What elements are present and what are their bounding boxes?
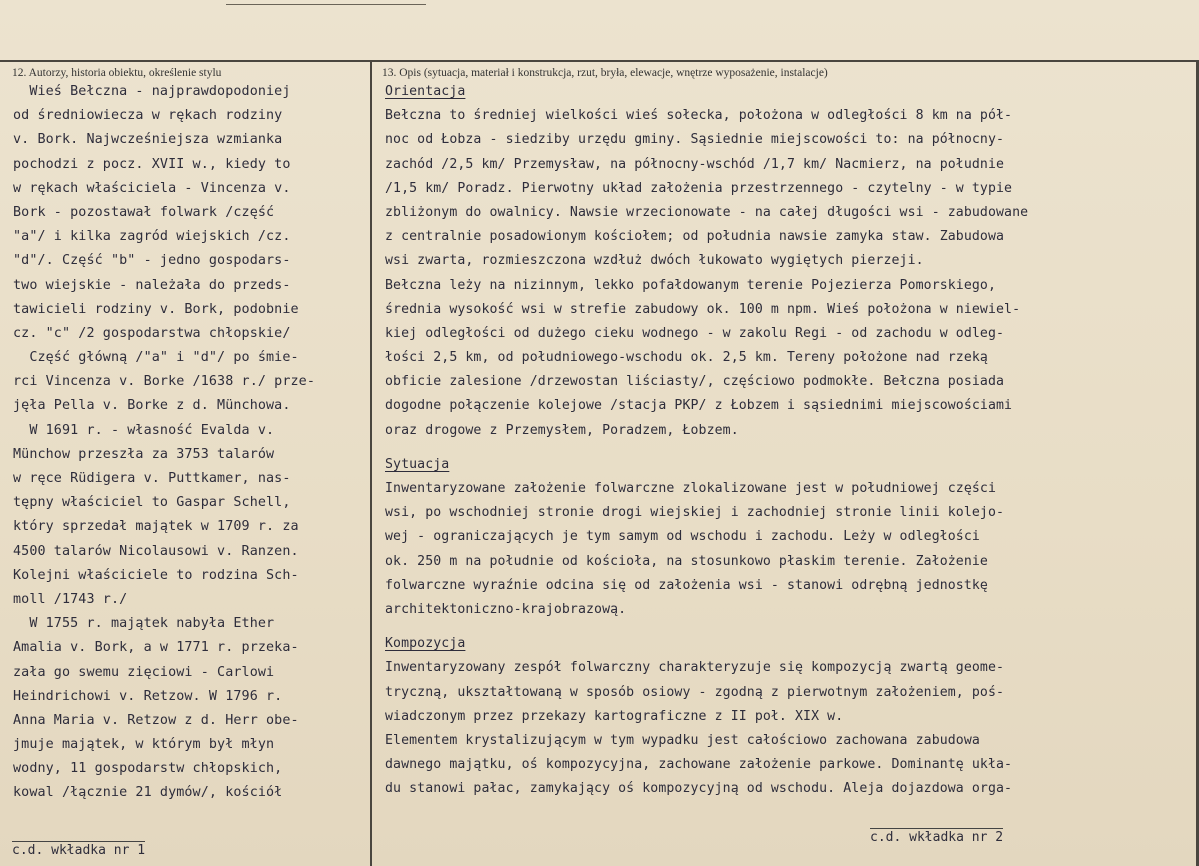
- history-line: rci Vincenza v. Borke /1638 r./ prze-: [13, 374, 315, 390]
- history-line: który sprzedał majątek w 1709 r. za: [13, 519, 299, 535]
- description-line: architektoniczno-krajobrazową.: [385, 601, 627, 617]
- description-line: wej - ograniczających je tym samym od wschodu i zachodu. Leży w odległości: [385, 529, 980, 545]
- history-line: Bork - pozostawał folwark /część: [13, 204, 275, 220]
- history-line: Amalia v. Bork, a w 1771 r. przeka-: [13, 640, 299, 656]
- history-line: Heindrichowi v. Retzow. W 1796 r.: [13, 688, 283, 704]
- history-line: tawicieli rodziny v. Bork, podobnie: [13, 301, 299, 317]
- history-line: W 1755 r. majątek nabyła Ether: [13, 616, 275, 632]
- history-text-column: [13, 80, 368, 806]
- description-line: wsi, po wschodniej stronie drogi wiejskiej i zachodniej stronie linii kolejo-: [385, 505, 1005, 521]
- section-heading: Orientacja: [385, 84, 466, 99]
- history-line: jęła Pella v. Borke z d. Münchowa.: [13, 398, 291, 414]
- history-line: two wiejskie - należała do przeds-: [13, 277, 291, 293]
- history-line: W 1691 r. - własność Evalda v.: [13, 422, 275, 438]
- description-line: zachód /2,5 km/ Przemysław, na północny-wschód /1,7 km/ Nacmierz, na południe: [385, 156, 1005, 172]
- continuation-note-2: c.d. wkładka nr 2: [870, 830, 1004, 845]
- description-line: wsi zwarta, rozmieszczona wzdłuż dwóch łukowato wygiętych pierzeji.: [385, 253, 924, 269]
- history-line: kowal /łącznie 21 dymów/, kościół: [13, 785, 283, 801]
- description-line: oraz drogowe z Przemysłem, Poradzem, Łobzem.: [385, 422, 739, 438]
- history-line: moll /1743 r./: [13, 591, 128, 607]
- description-line: Elementem krystalizującym w tym wypadku jest całościowo zachowana zabudowa: [385, 732, 980, 748]
- description-line: ok. 250 m na południe od kościoła, na stosunkowo płaskim terenie. Założenie: [385, 553, 988, 569]
- history-line: od średniowiecza w rękach rodziny: [13, 108, 283, 124]
- history-line: "d"/. Część "b" - jedno gospodars-: [13, 253, 291, 269]
- field-header-12: 12. Autorzy, historia obiektu, określenie stylu: [12, 67, 222, 79]
- section-gap: [385, 443, 1195, 453]
- description-line: folwarczne wyraźnie odcina się od założenia wsi - stanowi odrębną jednostkę: [385, 577, 988, 593]
- history-line: w ręce Rüdigera v. Puttkamer, nas-: [13, 471, 291, 486]
- top-rule: [226, 4, 426, 5]
- section-gap: [385, 622, 1195, 632]
- description-line: obficie zalesione /drzewostan liściasty/, częściowo podmokłe. Bełczna posiada: [385, 374, 1005, 390]
- history-line: zała go swemu zięciowi - Carlowi: [13, 664, 275, 680]
- description-line: Inwentaryzowane założenie folwarczne zlokalizowane jest w południowej części: [385, 481, 997, 496]
- description-line: z centralnie posadowionym kościołem; od południa nawsie zamyka staw. Zabudowa: [385, 229, 1005, 245]
- history-line: Kolejni właściciele to rodzina Sch-: [13, 567, 299, 583]
- form-top-border: [0, 60, 1199, 62]
- description-line: tryczną, ukształtowaną w sposób osiowy - zgodną z pierwotnym założeniem, poś-: [385, 684, 1005, 700]
- description-line: kiej odległości od dużego cieku wodnego - w zakolu Regi - od zachodu w odleg-: [385, 325, 1005, 341]
- section-heading: Sytuacja: [385, 456, 450, 472]
- field-header-13: 13. Opis (sytuacja, materiał i konstrukcja, rzut, bryła, elewacje, wnętrze wyposażenie, instalacje): [382, 67, 828, 79]
- description-line: noc od Łobza - siedziby urzędu gminy. Sąsiednie miejscowości to: na północny-: [385, 132, 1005, 148]
- description-line: Inwentaryzowany zespół folwarczny charakteryzuje się kompozycją zwartą geome-: [385, 660, 1005, 676]
- section-heading: Kompozycja: [385, 636, 466, 652]
- description-line: Bełczna to średniej wielkości wieś sołecka, położona w odległości 8 km na pół-: [385, 108, 1013, 124]
- description-line: dawnego majątku, oś kompozycyjna, zachowane założenie parkowe. Dominantę ukła-: [385, 757, 1013, 773]
- description-line: średnia wysokość wsi w strefie zabudowy ok. 100 m npm. Wieś położona w niewiel-: [385, 301, 1021, 317]
- history-line: w rękach właściciela - Vincenza v.: [13, 180, 291, 196]
- column-divider: [370, 60, 372, 866]
- description-line: Bełczna leży na nizinnym, lekko pofałdowanym terenie Pojezierza Pomorskiego,: [385, 277, 997, 293]
- history-line: cz. "c" /2 gospodarstwa chłopskie/: [13, 325, 291, 341]
- description-line: zbliżonym do owalnicy. Nawsie wrzecionowate - na całej długości wsi - zabudowane: [385, 204, 1029, 220]
- history-line: wodny, 11 gospodarstw chłopskich,: [13, 761, 283, 777]
- history-line: "a"/ i kilka zagród wiejskich /cz.: [13, 229, 291, 245]
- continuation-note-1: c.d. wkładka nr 1: [12, 843, 146, 858]
- history-line: v. Bork. Najwcześniejsza wzmianka: [13, 132, 283, 148]
- description-line: wiadczonym przez przekazy kartograficzne z II poł. XIX w.: [385, 708, 844, 724]
- history-line: jmuje majątek, w którym był młyn: [13, 737, 275, 753]
- history-line: Münchow przeszła za 3753 talarów: [13, 446, 275, 462]
- history-line: Anna Maria v. Retzow z d. Herr obe-: [13, 712, 299, 728]
- description-line: dogodne połączenie kolejowe /stacja PKP/ z Łobzem i sąsiednimi miejscowościami: [385, 398, 1013, 414]
- description-line: /1,5 km/ Poradz. Pierwotny układ założenia przestrzennego - czytelny - w typie: [385, 180, 1013, 196]
- history-line: 4500 talarów Nicolausowi v. Ranzen.: [13, 543, 299, 559]
- history-line: Wieś Bełczna - najprawdopodoniej: [13, 84, 291, 99]
- history-line: Część główną /"a" i "d"/ po śmie-: [13, 350, 299, 366]
- history-line: tępny właściciel to Gaspar Schell,: [13, 495, 291, 511]
- description-text-column: [385, 80, 1195, 801]
- history-line: pochodzi z pocz. XVII w., kiedy to: [13, 156, 291, 172]
- description-line: du stanowi pałac, zamykający oś kompozycyjną od wschodu. Aleja dojazdowa orga-: [385, 781, 1013, 797]
- description-line: łości 2,5 km, od południowego-wschodu ok. 2,5 km. Tereny położone nad rzeką: [385, 350, 988, 366]
